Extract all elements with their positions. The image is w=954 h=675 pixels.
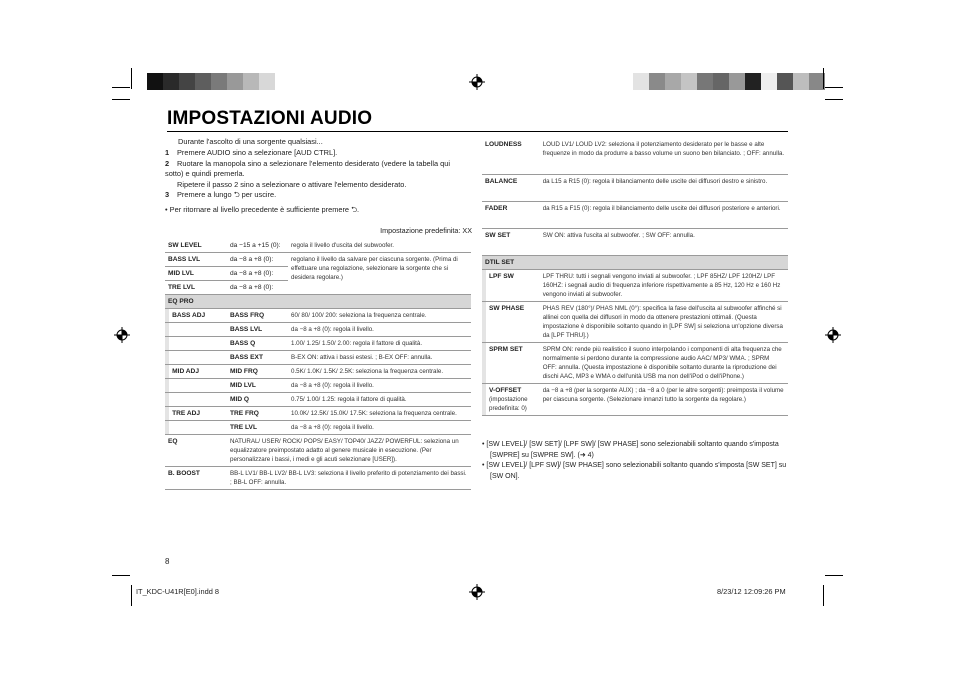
title-rule [167, 131, 788, 132]
setting-name: TRE LVL [227, 421, 288, 435]
setting-desc: 0.75/ 1.00/ 1.25: regola il fattore di qualità. [288, 393, 471, 407]
registration-mark-icon [469, 584, 485, 600]
color-swatch [681, 73, 697, 90]
table-row [482, 342, 788, 383]
footer-file: IT_KDC-U41R[E0].indd 8 [136, 587, 219, 596]
left-settings-table [165, 239, 471, 490]
crop-mark [825, 87, 843, 88]
table-row [482, 138, 788, 174]
step-number: 2 [165, 158, 170, 168]
table-row [165, 239, 471, 253]
color-swatch [713, 73, 729, 90]
intro-text: Durante l'ascolto di una sorgente qualsiasi... [178, 137, 323, 146]
table-row [482, 383, 788, 415]
table-row [165, 253, 471, 267]
table-row [165, 337, 471, 351]
section-header-label: EQ PRO [165, 295, 471, 309]
table-row [482, 269, 788, 301]
color-swatch [777, 73, 793, 90]
color-swatch [147, 73, 163, 90]
default-note: Impostazione predefinita: XX [380, 226, 472, 235]
color-swatch [243, 73, 259, 90]
right-settings-table [482, 138, 788, 416]
setting-desc: da −8 a +8 (0): regola il livello. [288, 379, 471, 393]
crop-mark [112, 99, 130, 100]
steps-list [165, 148, 465, 201]
bullet-back-text: Per ritornare al livello precedente è sufficiente premere ⮌. [169, 205, 360, 214]
bullet-back: • Per ritornare al livello precedente è sufficiente premere ⮌. [165, 205, 360, 214]
crop-mark [131, 585, 132, 606]
crop-mark [823, 68, 824, 89]
table-row [482, 228, 788, 255]
setting-desc: LOUD LV1/ LOUD LV2: seleziona il potenziamento desiderato per le basse e alte frequenze in modo da produrre a basso volume un suono ben bilanciato. ; OFF: annulla. [540, 138, 788, 174]
setting-name: MID FRQ [227, 365, 288, 379]
setting-desc: da −8 a +8 (0): regola il livello. [288, 323, 471, 337]
step-item [165, 180, 465, 191]
setting-desc: LPF THRU: tutti i segnali vengono inviati al subwoofer. ; LPF 85HZ/ LPF 120HZ/ LPF 160HZ: i segnali audio di frequenza inferiore rispettivamente a 85 Hz, 120 Hz e 160 Hz vengono inviati al subwoofer. [540, 269, 788, 301]
note-text: [SW LEVEL]/ [LPF SW]/ [SW PHASE] sono selezionabili soltanto quando s'imposta [SW SET] su [SW ON]. [486, 462, 787, 480]
step-text: Ruotare la manopola sino a selezionare l'elemento desiderato (vedere la tabella qui sotto) e quindi premerla. [165, 158, 450, 178]
group-name [169, 351, 227, 365]
registration-mark-icon [825, 327, 841, 343]
group-name [169, 379, 227, 393]
setting-desc: 0.5K/ 1.0K/ 1.5K/ 2.5K: seleziona la frequenza centrale. [288, 365, 471, 379]
step-item [165, 148, 465, 159]
step-number: 3 [165, 190, 170, 199]
crop-mark [112, 575, 130, 576]
setting-name: BASS LVL [227, 323, 288, 337]
group-name [169, 337, 227, 351]
footer-date: 8/23/12 12:09:26 PM [717, 587, 786, 596]
setting-name: SPRM SET [486, 342, 540, 383]
table-row [165, 365, 471, 379]
setting-name: BASS Q [227, 337, 288, 351]
note-item: • [SW LEVEL]/ [SW SET]/ [LPF SW]/ [SW PHASE] sono selezionabili soltanto quando s'imposta [SWPRE] su [SWPRE SW]. (➜ 4) [482, 441, 779, 459]
color-swatch [227, 73, 243, 90]
setting-desc: regolano il livello da salvare per ciascuna sorgente. (Prima di effettuare una regolazione, selezionare la sorgente che si desidera regolare.) [288, 253, 471, 295]
color-swatch [195, 73, 211, 90]
color-swatch [211, 73, 227, 90]
table-row [165, 407, 471, 421]
registration-mark-icon [469, 74, 485, 90]
setting-desc: PHAS REV (180°)/ PHAS NML (0°): specifica la fase dell'uscita al subwoofer affinché si allinei con quella dei diffusori in modo da ottenere prestazioni ottimali. (Questa impostazione è disponibile soltanto quando in [LPF SW] si seleziona un'opzione diversa da [LPF THRU].) [540, 301, 788, 342]
table-row [165, 393, 471, 407]
color-swatch [649, 73, 665, 90]
step-number: 1 [165, 148, 170, 157]
color-swatch [179, 73, 195, 90]
color-swatch [665, 73, 681, 90]
setting-desc: da R15 a F15 (0): regola il bilanciamento delle uscite dei diffusori posteriore e anteriori. [540, 201, 788, 228]
section-header [482, 255, 788, 269]
setting-name: BASS LVL [165, 253, 227, 267]
group-name [169, 393, 227, 407]
setting-name: TRE LVL [165, 281, 227, 295]
setting-desc: 60/ 80/ 100/ 200: seleziona la frequenza centrale. [288, 309, 471, 323]
step-text: Premere AUDIO sino a selezionare [AUD CTRL]. [177, 148, 338, 157]
table-row [165, 323, 471, 337]
color-bar-left [147, 73, 275, 90]
setting-default: (impostazione predefinita: 0) [489, 395, 528, 412]
crop-mark [112, 87, 130, 88]
crop-mark [825, 99, 843, 100]
color-swatch [761, 73, 777, 90]
setting-desc: 10.0K/ 12.5K/ 15.0K/ 17.5K: seleziona la frequenza centrale. [288, 407, 471, 421]
setting-name: MID LVL [165, 267, 227, 281]
setting-desc: SW ON: attiva l'uscita al subwoofer. ; SW OFF: annulla. [540, 228, 788, 255]
table-row [165, 421, 471, 435]
table-row [165, 467, 471, 490]
setting-desc: da −8 a +8 (per la sorgente AUX) ; da −8 a 0 (per le altre sorgenti): preimposta il volume per ciascuna sorgente. (Selezionare innanzi tutto la sorgente da regolare.) [540, 383, 788, 415]
group-name [169, 323, 227, 337]
table-row [482, 201, 788, 228]
setting-name: SW SET [482, 228, 540, 255]
setting-desc: da L15 a R15 (0): regola il bilanciamento delle uscite dei diffusori destro e sinistro. [540, 174, 788, 201]
step-text: Ripetere il passo 2 sino a selezionare o attivare l'elemento desiderato. [177, 179, 407, 189]
crop-mark [131, 68, 132, 89]
setting-name: BALANCE [482, 174, 540, 201]
setting-name: TRE FRQ [227, 407, 288, 421]
setting-desc: B-EX ON: attiva i bassi estesi. ; B-EX OFF: annulla. [288, 351, 471, 365]
crop-mark [823, 585, 824, 606]
table-row [165, 379, 471, 393]
note-item: • [SW LEVEL]/ [LPF SW]/ [SW PHASE] sono selezionabili soltanto quando s'imposta [SW SET] su [SW ON]. [482, 462, 787, 480]
page-title: IMPOSTAZIONI AUDIO [167, 108, 373, 129]
table-row [165, 435, 471, 467]
table-row [165, 351, 471, 365]
color-bar-right [633, 73, 825, 90]
setting-name: FADER [482, 201, 540, 228]
setting-name: SW LEVEL [165, 239, 227, 253]
setting-name: MID LVL [227, 379, 288, 393]
step-text: Premere a lungo ⮌ per uscire. [177, 190, 277, 199]
setting-name: LOUDNESS [482, 138, 540, 174]
setting-name: LPF SW [486, 269, 540, 301]
setting-desc: 1.00/ 1.25/ 1.50/ 2.00: regola il fattore di qualità. [288, 337, 471, 351]
setting-range: da −8 a +8 (0): [227, 267, 288, 281]
color-swatch [697, 73, 713, 90]
color-swatch [745, 73, 761, 90]
setting-desc: regola il livello d'uscita del subwoofer. [288, 239, 471, 253]
group-name: BASS ADJ [169, 309, 227, 323]
step-item [165, 159, 465, 180]
color-swatch [163, 73, 179, 90]
step-item [165, 190, 465, 201]
page-number: 8 [165, 557, 170, 566]
color-swatch [259, 73, 275, 90]
table-row [165, 309, 471, 323]
group-name: MID ADJ [169, 365, 227, 379]
setting-range: da −8 a +8 (0): [227, 281, 288, 295]
table-row [482, 301, 788, 342]
setting-desc: BB-L LV1/ BB-L LV2/ BB-L LV3: seleziona il livello preferito di potenziamento dei bassi. ; BB-L OFF: annulla. [227, 467, 471, 490]
note-text: [SW LEVEL]/ [SW SET]/ [LPF SW]/ [SW PHASE] sono selezionabili soltanto quando s'imposta [SWPRE] su [SWPRE SW]. (➜ 4) [486, 441, 779, 459]
setting-name: BASS FRQ [227, 309, 288, 323]
group-name [169, 421, 227, 435]
registration-mark-icon [114, 327, 130, 343]
setting-name: SW PHASE [486, 301, 540, 342]
setting-desc: NATURAL/ USER/ ROCK/ POPS/ EASY/ TOP40/ JAZZ/ POWERFUL: seleziona un equalizzatore preimpostato adatto al genere musicale in esecuzione. (Per personalizzare i bassi, i medi e gli acuti selezionare [USER]). [227, 435, 471, 467]
setting-range: da −15 a +15 (0): [227, 239, 288, 253]
setting-name: V-OFFSET (impostazione predefinita: 0) [486, 383, 540, 415]
setting-range: da −8 a +8 (0): [227, 253, 288, 267]
crop-mark [825, 575, 843, 576]
setting-name: BASS EXT [227, 351, 288, 365]
setting-desc: SPRM ON: rende più realistico il suono interpolando i componenti di alta frequenza che normalmente si perdono durante la compressione audio AAC/ MP3/ WMA. ; SPRM OFF: annulla. (Questa impostazione è disponibile soltanto durante la riproduzione dei dischi AAC, MP3 e WMA o dell'unità USB ma non dell'iPod o dell'iPhone.) [540, 342, 788, 383]
table-row [482, 174, 788, 201]
notes-list [482, 440, 788, 482]
color-swatch [633, 73, 649, 90]
setting-name: MID Q [227, 393, 288, 407]
setting-desc: da −8 a +8 (0): regola il livello. [288, 421, 471, 435]
color-swatch [729, 73, 745, 90]
setting-name: B. BOOST [165, 467, 227, 490]
section-header [165, 295, 471, 309]
color-swatch [793, 73, 809, 90]
setting-name: EQ [165, 435, 227, 467]
group-name: TRE ADJ [169, 407, 227, 421]
section-header-label: DTIL SET [482, 255, 788, 269]
